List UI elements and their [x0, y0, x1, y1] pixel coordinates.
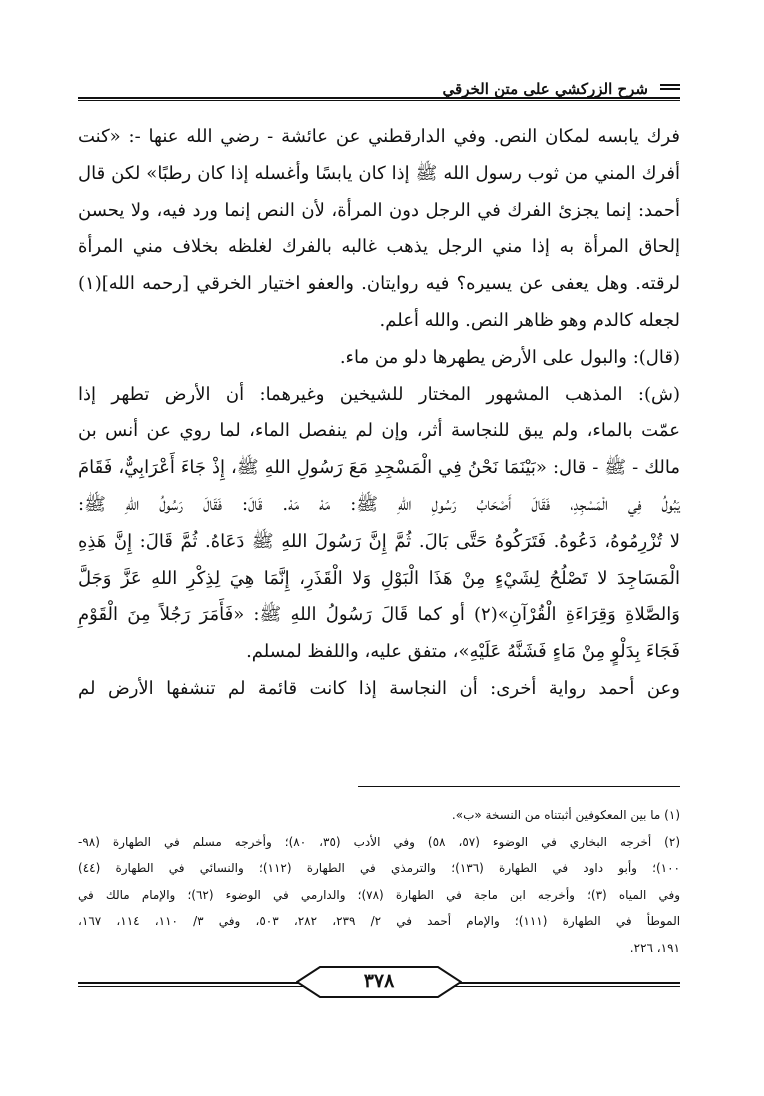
footnote-line: وفي المياه (٣)؛ وأخرجه ابن ماجة في الطهارة (٧٨)؛ والدارمي في الوضوء (٦٢)؛ والإمام مالك في [78, 887, 680, 902]
page-footer [78, 966, 680, 998]
footnote-separator [358, 786, 680, 787]
body-line: فَجَاءَ بِدَلْوٍ مِنْ مَاءٍ فَشَنَّهُ عَلَيْهِ»، متفق عليه، واللفظ لمسلم. [246, 641, 680, 663]
page-number-frame [296, 966, 462, 998]
body-line: أفرك المني من ثوب رسول الله ﷺ إذا كان يابسًا وأغسله إذا كان رطبًا» لكن قال [78, 162, 680, 184]
footnotes [78, 802, 680, 961]
body-line: أحمد: إنما يجزئ الفرك في الرجل دون المرأة، لأن النص إنما ورد فيه، ولا يحسن [78, 199, 680, 221]
body-line: (قال): والبول على الأرض يطهرها دلو من ماء. [339, 346, 680, 368]
body-line: لا تُزْرِمُوهُ، دَعُوهُ. فَتَرَكُوهُ حَتَّى بَالَ. ثُمَّ إِنَّ رَسُولَ اللهِ ﷺ دَعَاهُ. ثُمَّ قَالَ: إِنَّ هَذِهِ [78, 530, 680, 552]
page-number: ٣٧٨ [363, 970, 395, 992]
body-line: فرك يابسه لمكان النص. وفي الدارقطني عن عائشة - رضي الله عنها -: «كنت [78, 126, 680, 147]
footnote-line: (١) ما بين المعكوفين أثبتناه من النسخة «ب». [451, 808, 680, 822]
body-line: مالك - ﷺ - قال: «بَيْنَمَا نَحْنُ فِي الْمَسْجِدِ مَعَ رَسُولِ اللهِ ﷺ، إِذْ جَاءَ أَعْرَابِيٌّ، فَقَامَ [78, 457, 680, 479]
body-line: وَالصَّلاةِ وَقِرَاءَةِ الْقُرْآنِ»(٢) أو كما قَالَ رَسُولُ اللهِ ﷺ: «فَأَمَرَ رَجُلاً مِنَ الْقَوْمِ [78, 604, 680, 626]
body-line: (ش): المذهب المشهور المختار للشيخين وغيرهما: أن الأرض تطهر إذا [78, 383, 680, 405]
body-text [78, 119, 680, 708]
footnote-line: (٢) أخرجه البخاري في الوضوء (٥٧، ٥٨) وفي الأدب (٣٥، ٨٠)؛ وأخرجه مسلم في الطهارة (٩٨- [78, 834, 681, 849]
body-line: إلحاق المرأة به إذا مني الرجل يذهب غالبه بالفرك لغلظه بخلاف مني المرأة [78, 236, 680, 258]
body-line: يَبُولُ فِي الْمَسْجِدِ، فَقَالَ أَصْحَابُ رَسُولِ اللهِ ﷺ: مَهْ مَهْ. قَالَ: فَقَالَ رَسُولُ اللهِ ﷺ: [78, 493, 680, 515]
footnote-line: الموطأ في الطهارة (١١١)؛ والإمام أحمد في ٢/ ٢٣٩، ٢٨٢، ٥٠٣، وفي ٣/ ١١٠، ١١٤، ١٦٧، [78, 914, 681, 928]
body-line: لرقته. وهل يعفى عن يسيره؟ فيه روايتان. والعفو اختيار الخرقي [رحمه الله](١) [78, 273, 680, 295]
footnote-line: ١٩١، ٢٢٦. [629, 940, 680, 955]
body-line: الْمَسَاجِدَ لا تَصْلُحُ لِشَيْءٍ مِنْ هَذَا الْبَوْلِ وَلا الْقَذَرِ، إِنَّمَا هِيَ لِذِكْرِ اللهِ عَزَّ وَجَلَّ [78, 567, 680, 589]
footnote-line: ١٠٠)؛ وأبو داود في الطهارة (١٣٦)؛ والترمذي في الطهارة (١١٢)؛ والنسائي في الطهارة (٤٤) [78, 861, 680, 875]
body-line: وعن أحمد رواية أخرى: أن النجاسة إذا كانت قائمة لم تنشفها الأرض لم [78, 677, 680, 699]
header-ornament-icon [660, 82, 680, 94]
body-line: عمّت بالماء، ولم يبق للنجاسة أثر، وإن لم ينفصل الماء، لما روي عن أنس بن [78, 420, 680, 442]
header-rule [78, 97, 680, 99]
body-line: لجعله كالدم وهو ظاهر النص. والله أعلم. [379, 309, 680, 331]
book-title: شرح الزركشي على متن الخرقي [442, 80, 648, 98]
